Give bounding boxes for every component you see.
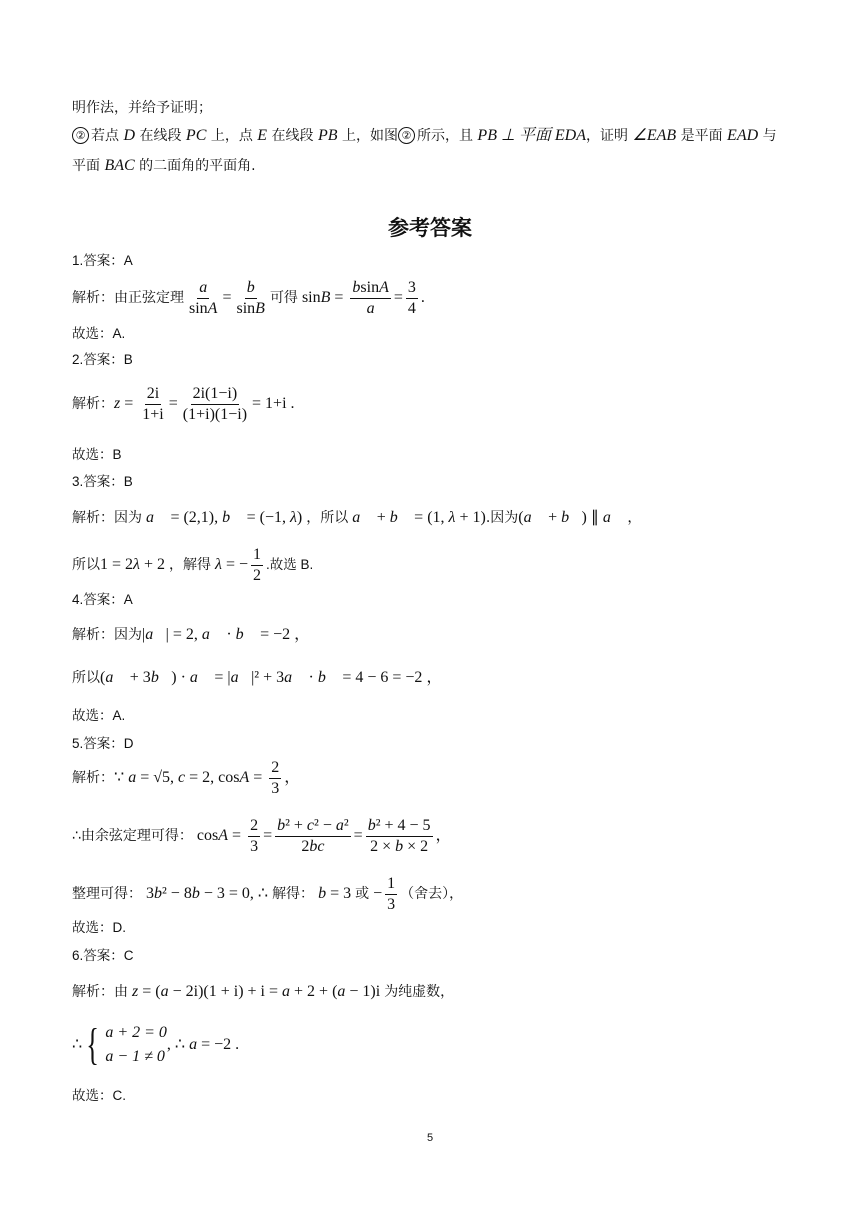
answer-1-solution: 解析：由正弦定理 $\frac{a}{\sin A}$ = $\frac{b}{\sin B}$ 可得 sinB = $\frac{bsinA}{a}$ = $\frac{3}{4}$ . <box>72 278 425 317</box>
answer-6-solution-line-2: ∴ { a + 2 = 0 a − 1 ≠ 0 , ∴ a = −2 . <box>72 1020 240 1069</box>
answer-3-solution-line-1: 解析：因为 a⃗ = (2,1), b⃗ = (−1, λ) ，所以 a⃗ + b⃗ = (1, λ + 1).因为(a⃗ + b⃗) ∥ a⃗ ， <box>72 509 642 526</box>
answer-4-head: 4.答案：A <box>72 592 133 607</box>
page-number: 5 <box>426 1132 434 1144</box>
answer-1-head: 1.答案：A <box>72 253 133 268</box>
answer-2-choice: 故选：B <box>72 447 122 462</box>
answer-5-solution-line-3: 整理可得： 3b² − 8b − 3 = 0, ∴ 解得： b = 3 或 − $\frac{1}{3}$ （舍去）， <box>72 874 464 913</box>
answer-4-solution-line-1: 解析：因为|a⃗| = 2, a⃗ · b⃗ = −2 ， <box>72 626 311 643</box>
answer-5-choice: 故选：D. <box>72 920 126 935</box>
answer-3-solution-line-2: 所以1 = 2λ + 2 ，解得 λ = − $\frac{1}{2}$ .故选 B. <box>72 545 314 584</box>
answer-6-choice: 故选：C. <box>72 1088 126 1103</box>
answer-2-head: 2.答案：B <box>72 352 133 367</box>
circled-number-2: ② <box>72 127 89 144</box>
answers-title: 参考答案 <box>388 216 472 240</box>
answer-6-solution-line-1: 解析：由 z = (a − 2i)(1 + i) + i = a + 2 + (a − 1)i 为纯虚数， <box>72 983 455 1000</box>
answer-6-head: 6.答案：C <box>72 948 134 963</box>
question-continuation-line-1: 明作法，并给予证明； <box>72 100 212 116</box>
answer-4-solution-line-2: 所以(a⃗ + 3b⃗) · a⃗ = |a⃗|² + 3a⃗ · b⃗ = 4 − 6 = −2 ， <box>72 669 443 686</box>
answer-4-choice: 故选：A. <box>72 708 126 723</box>
answer-5-solution-line-2: ∴由余弦定理可得： cosA = $\frac{2}{3}$ = $\frac{\text{b² + c² − a²}}{2bc}$ = $\frac{\text{b² + 4 − 5}}{2 \times b \times 2}$ ， <box>72 816 452 855</box>
question-part-2-line-2: 平面 BAC 的二面角的平面角. <box>72 157 256 174</box>
question-part-2-line: ② 若点 D 在线段 PC 上，点 E 在线段 PB 上，如图 ② 所示，且 PB ⊥ 平面 EDA，证明 ∠EAB 是平面 EAD 与 <box>72 126 777 146</box>
answer-3-head: 3.答案：B <box>72 474 133 489</box>
answer-1-choice: 故选：A. <box>72 326 126 341</box>
circled-number-2: ② <box>398 127 415 144</box>
answer-5-solution-line-1: 解析：∵ a = √5, c = 2, cosA = $\frac{2}{3}$ ， <box>72 758 301 797</box>
answer-2-solution: 解析：z = $\frac{2i}{1+i}$ = $\frac{2i(1-i)}{(1+i)(1-i)}$ = 1+i . <box>72 384 295 423</box>
answer-5-head: 5.答案：D <box>72 736 134 751</box>
